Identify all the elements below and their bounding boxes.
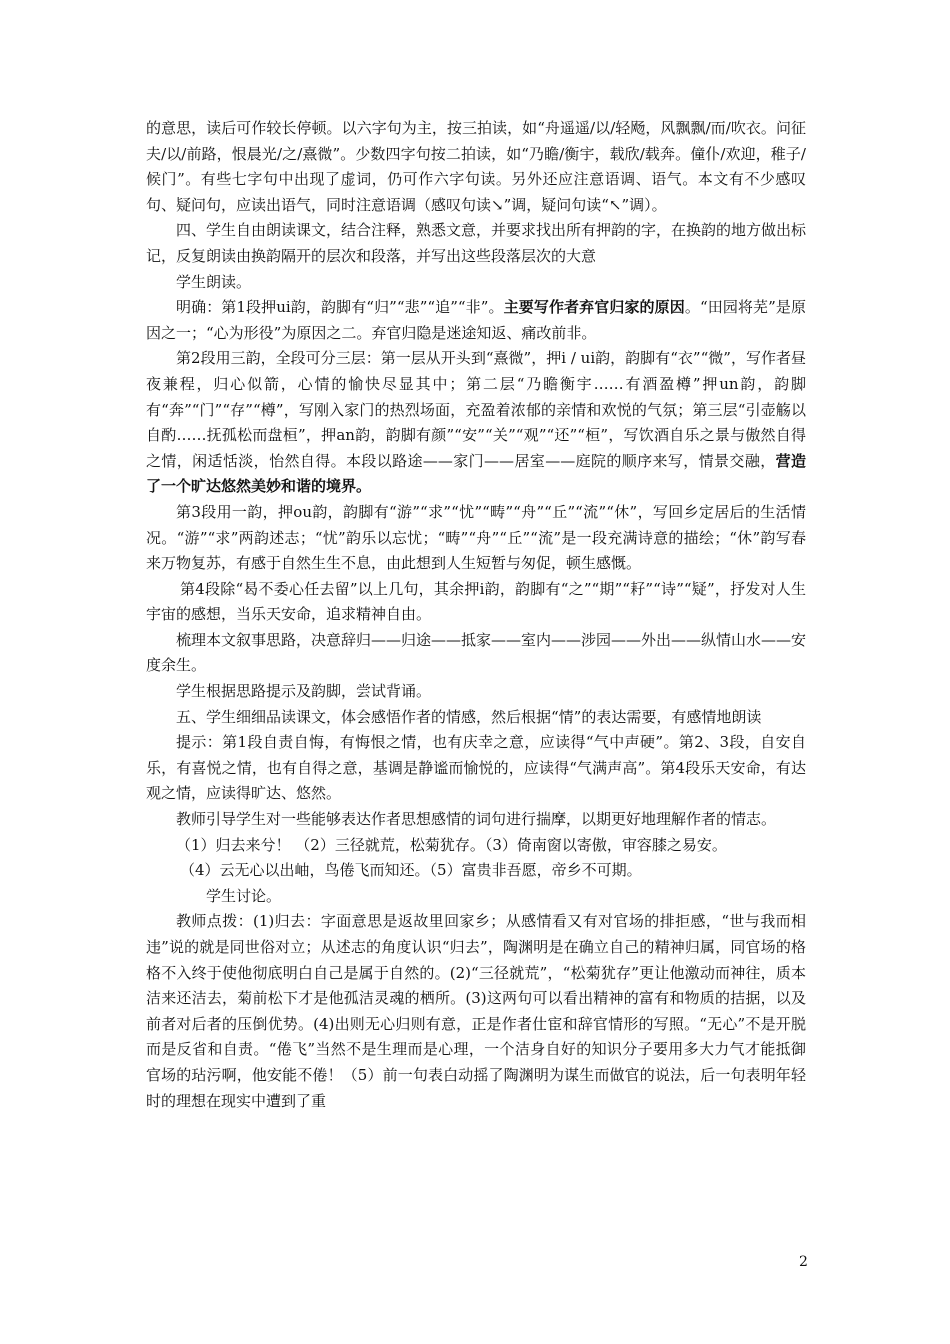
text-run: 学生朗读。 bbox=[176, 272, 252, 291]
text-run: （1）归去来兮！ （2）三径就荒，松菊犹存。（3）倚南窗以寄傲，审容膝之易安。 bbox=[176, 835, 727, 854]
text-run: 第2段用三韵，全段可分三层：第一层从开头到“熹微”，押i / ui韵，韵脚有“衣”“微”，写作者昼夜兼程，归心似箭，心情的愉快尽显其中；第二层“乃瞻衡宇……有酒盈樽”押un韵，韵脚有“奔”“门”“存”“樽”，写刚入家门的热烈场面，充盈着浓郁的亲情和欢悦的气氛；第三层“引壶觞以自酌……抚孤松而盘桓”，押an韵，韵脚有颜”“安”“关”“观”“还”“桓”，写饮酒自乐之景与傲然自得之情，闲适恬淡，怡然自得。本段以路途——家门——居室——庭院的顺序来写，情景交融， bbox=[146, 349, 806, 470]
document-body bbox=[146, 116, 806, 1114]
paragraph bbox=[146, 500, 806, 577]
text-run: 教师点拨：(1)归去：字面意思是返故里回家乡；从感情看又有对官场的排拒感，“世与我而相违”说的就是同世俗对立；从述志的角度认识“归去”，陶渊明是在确立自己的精神归属，同官场的格格不入终于使他彻底明白自己是属于自然的。(2)“三径就荒”，“松菊犹存”更让他激动而神往，质本洁来还洁去，菊前松下才是他孤洁灵魂的栖所。(3)这两句可以看出精神的富有和物质的拮据，以及前者对后者的压倒优势。(4)出则无心归则有意，正是作者仕宦和辞官情形的写照。“无心”不是开脱而是反省和自责。“倦飞”当然不是生理而是心理，一个洁身自好的知识分子要用多大力气才能抵御官场的玷污啊，他安能不倦！（5）前一句表白动摇了陶渊明为谋生而做官的说法，后一句表明年轻时的理想在现实中遭到了重 bbox=[146, 912, 806, 1110]
text-run: 学生根据思路提示及韵脚，尝试背诵。 bbox=[176, 682, 432, 701]
text-run: 第4段除“曷不委心任去留”以上几句，其余押i韵，韵脚有“之”“期”“耔”“诗”“疑”，抒发对人生宇宙的感想，当乐天安命，追求精神自由。 bbox=[146, 579, 806, 624]
paragraph bbox=[146, 833, 806, 859]
paragraph bbox=[146, 679, 806, 705]
text-run: 学生讨论。 bbox=[206, 886, 282, 905]
text-run: 的意思，读后可作较长停顿。以六字句为主，按三拍读，如“舟遥遥/以/轻飏，风飘飘/而/吹衣。问征夫/以/前路，恨晨光/之/熹微”。少数四字句按二拍读，如“乃瞻/衡宇，载欣/载奔。僮仆/欢迎，稚子/候门”。有些七字句中出现了虚词，仍可作六字句读。另外还应注意语调、语气。本文有不少感叹句、疑问句，应读出语气，同时注意语调（感叹句读↘”调，疑问句读“↖”调）。 bbox=[146, 119, 806, 214]
bold-text: 主要写作者弃官归家的原因 bbox=[503, 298, 685, 317]
paragraph bbox=[146, 884, 806, 910]
paragraph bbox=[146, 807, 806, 833]
paragraph bbox=[146, 270, 806, 296]
text-run: （4）云无心以出岫，鸟倦飞而知还。（5）富贵非吾愿，帝乡不可期。 bbox=[180, 861, 642, 880]
paragraph bbox=[146, 295, 806, 346]
text-run: 提示：第1段自责自悔，有悔恨之情，也有庆幸之意，应读得“气中声硬”。第2、3段，自安自乐，有喜悦之情，也有自得之意，基调是静谧而愉悦的，应读得“气满声高”。第4段乐天安命，有达观之情，应读得旷达、悠然。 bbox=[146, 733, 806, 803]
paragraph bbox=[146, 628, 806, 679]
paragraph bbox=[146, 218, 806, 269]
paragraph bbox=[146, 730, 806, 807]
text-run: 五、学生细细品读课文，体会感悟作者的情感，然后根据“情”的表达需要，有感情地朗读 bbox=[176, 707, 762, 726]
paragraph bbox=[146, 577, 806, 628]
paragraph bbox=[146, 909, 806, 1114]
text-run: 明确：第1段押ui韵，韵脚有“归”“悲”“追”“非”。 bbox=[176, 298, 504, 317]
text-run: 四、学生自由朗读课文，结合注释，熟悉文意，并要求找出所有押韵的字，在换韵的地方做出标记，反复朗读由换韵隔开的层次和段落，并写出这些段落层次的大意 bbox=[146, 221, 807, 265]
paragraph bbox=[146, 116, 806, 218]
bold-text: 营造了一个旷达悠然美妙和谐的境界。 bbox=[146, 451, 806, 496]
page-number: 2 bbox=[799, 1254, 808, 1270]
text-run: 教师引导学生对一些能够表达作者思想感情的词句进行揣摩，以期更好地理解作者的情志。 bbox=[176, 810, 777, 829]
text-run: 第3段用一韵，押ou韵，韵脚有“游”“求”“忧”“畴”“舟”“丘”“流”“休”，写回乡定居后的生活情况。“游”“求”两韵述志；“忧”韵乐以忘忧；“畴”“舟”“丘”“流”是一段充满诗意的描绘；“休”韵写春来万物复苏，有感于自然生生不息，由此想到人生短暂与匆促，顿生感慨。 bbox=[146, 502, 806, 573]
paragraph bbox=[146, 346, 806, 500]
paragraph bbox=[146, 705, 806, 731]
paragraph bbox=[146, 858, 806, 884]
text-run: 。“田园将芜”是原因之一；“心为形役”为原因之二。弃官归隐是迷途知返、痛改前非。 bbox=[146, 298, 806, 342]
text-run: 梳理本文叙事思路，决意辞归——归途——抵家——室内——涉园——外出——纵情山水——安度余生。 bbox=[146, 630, 807, 675]
